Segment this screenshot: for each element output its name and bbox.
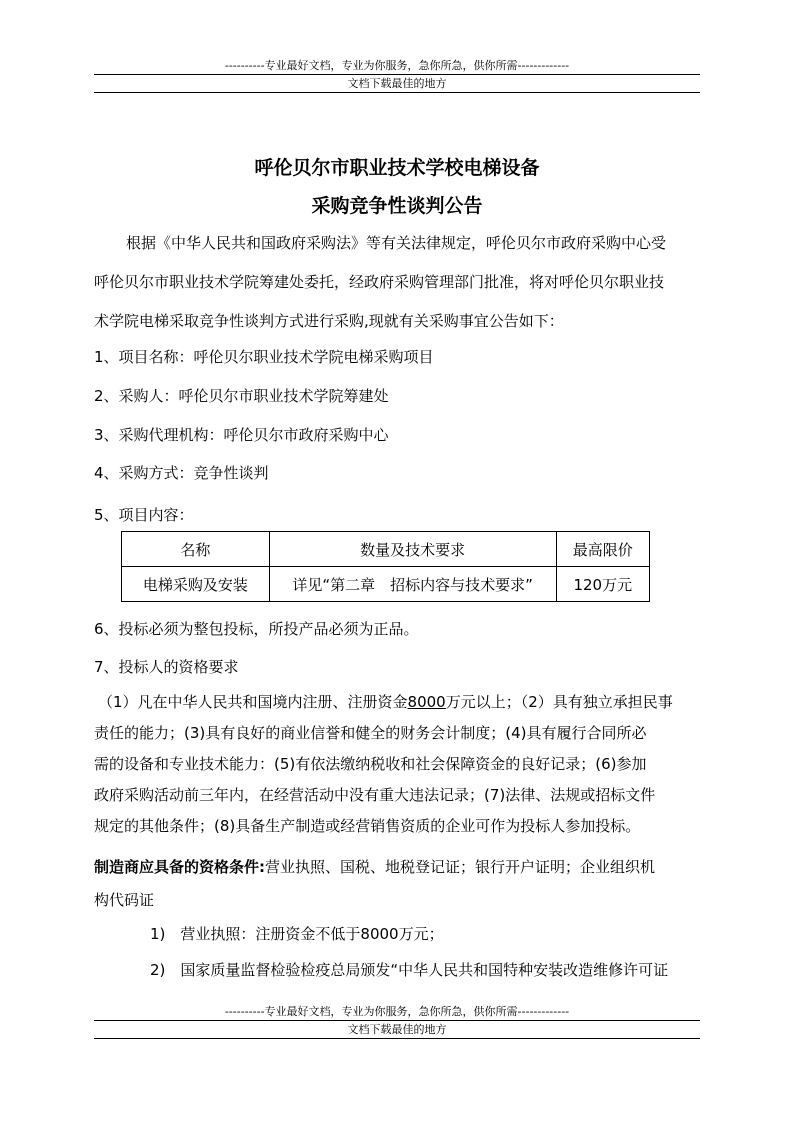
qualification-line-2: 责任的能力；(3)具有良好的商业信誉和健全的财务会计制度；(4)具有履行合同所必 bbox=[94, 724, 647, 742]
list-item: 2) 国家质量监督检验检疫总局颁发“中华人民共和国特种安装改造维修许可证 bbox=[150, 961, 669, 979]
manufacturer-line-2: 构代码证 bbox=[94, 891, 155, 909]
item-bid-package: 6、投标必须为整包投标，所投产品必须为正品。 bbox=[94, 620, 419, 638]
item-qualification-heading: 7、投标人的资格要求 bbox=[94, 658, 239, 676]
table-cell: 120万元 bbox=[556, 567, 649, 602]
table-header-row bbox=[122, 532, 650, 567]
qualification-line-1 bbox=[98, 687, 704, 717]
intro-line-3: 术学院电梯采取竞争性谈判方式进行采购,现就有关采购事宜公告如下： bbox=[94, 312, 564, 330]
item-project-name: 1、项目名称：呼伦贝尔职业技术学院电梯采购项目 bbox=[94, 348, 434, 366]
qualification-text: （1）凡在中华人民共和国境内注册、注册资金 bbox=[98, 693, 408, 711]
item-content: 5、项目内容： bbox=[94, 506, 194, 524]
document-title-line2: 采购竞争性谈判公告 bbox=[311, 195, 483, 217]
footer-slogan: ----------专业最好文档，专业为你服务，急你所急，供你所需------------- bbox=[94, 1004, 700, 1021]
qualification-text: 万元以上；（2）具有独立承担民事 bbox=[445, 693, 673, 711]
qualification-line-5: 规定的其他条件；(8)具备生产制造或经营销售资质的企业可作为投标人参加投标。 bbox=[94, 817, 641, 835]
item-method: 4、采购方式：竞争性谈判 bbox=[94, 464, 269, 482]
item-agency: 3、采购代理机构：呼伦贝尔市政府采购中心 bbox=[94, 426, 389, 444]
list-item: 1) 营业执照：注册资金不低于8000万元； bbox=[150, 925, 444, 943]
table-header-cell: 名称 bbox=[122, 532, 270, 567]
table-header-cell: 最高限价 bbox=[556, 532, 649, 567]
manufacturer-text: 营业执照、国税、地税登记证；银行开户证明；企业组织机 bbox=[265, 858, 656, 876]
project-content-table bbox=[121, 531, 650, 602]
qualification-line-3: 需的设备和专业技术能力：(5)有依法缴纳税收和社会保障资金的良好记录；(6)参加 bbox=[94, 755, 647, 773]
table-row bbox=[122, 567, 650, 602]
footer-subtitle: 文档下载最佳的地方 bbox=[94, 1022, 700, 1039]
item-purchaser: 2、采购人：呼伦贝尔市职业技术学院筹建处 bbox=[94, 387, 389, 405]
table-cell: 详见“第二章 招标内容与技术要求” bbox=[269, 567, 556, 602]
table-cell: 电梯采购及安装 bbox=[122, 567, 270, 602]
document-title-line1: 呼伦贝尔市职业技术学校电梯设备 bbox=[254, 157, 540, 179]
qualification-line-4: 政府采购活动前三年内，在经营活动中没有重大违法记录；(7)法律、法规或招标文件 bbox=[94, 786, 656, 804]
manufacturer-line-1 bbox=[94, 852, 700, 882]
intro-line-2: 呼伦贝尔市职业技术学院筹建处委托，经政府采购管理部门批准，将对呼伦贝尔职业技 bbox=[94, 273, 665, 291]
manufacturer-label: 制造商应具备的资格条件: bbox=[94, 858, 265, 876]
intro-line-1: 根据《中华人民共和国政府采购法》等有关法律规定，呼伦贝尔市政府采购中心受 bbox=[126, 234, 667, 252]
registered-capital-amount: 8000 bbox=[407, 693, 446, 711]
table-header-cell: 数量及技术要求 bbox=[269, 532, 556, 567]
header-slogan: ----------专业最好文档，专业为你服务，急你所急，供你所需------------- bbox=[94, 58, 700, 75]
header-subtitle: 文档下载最佳的地方 bbox=[94, 76, 700, 93]
